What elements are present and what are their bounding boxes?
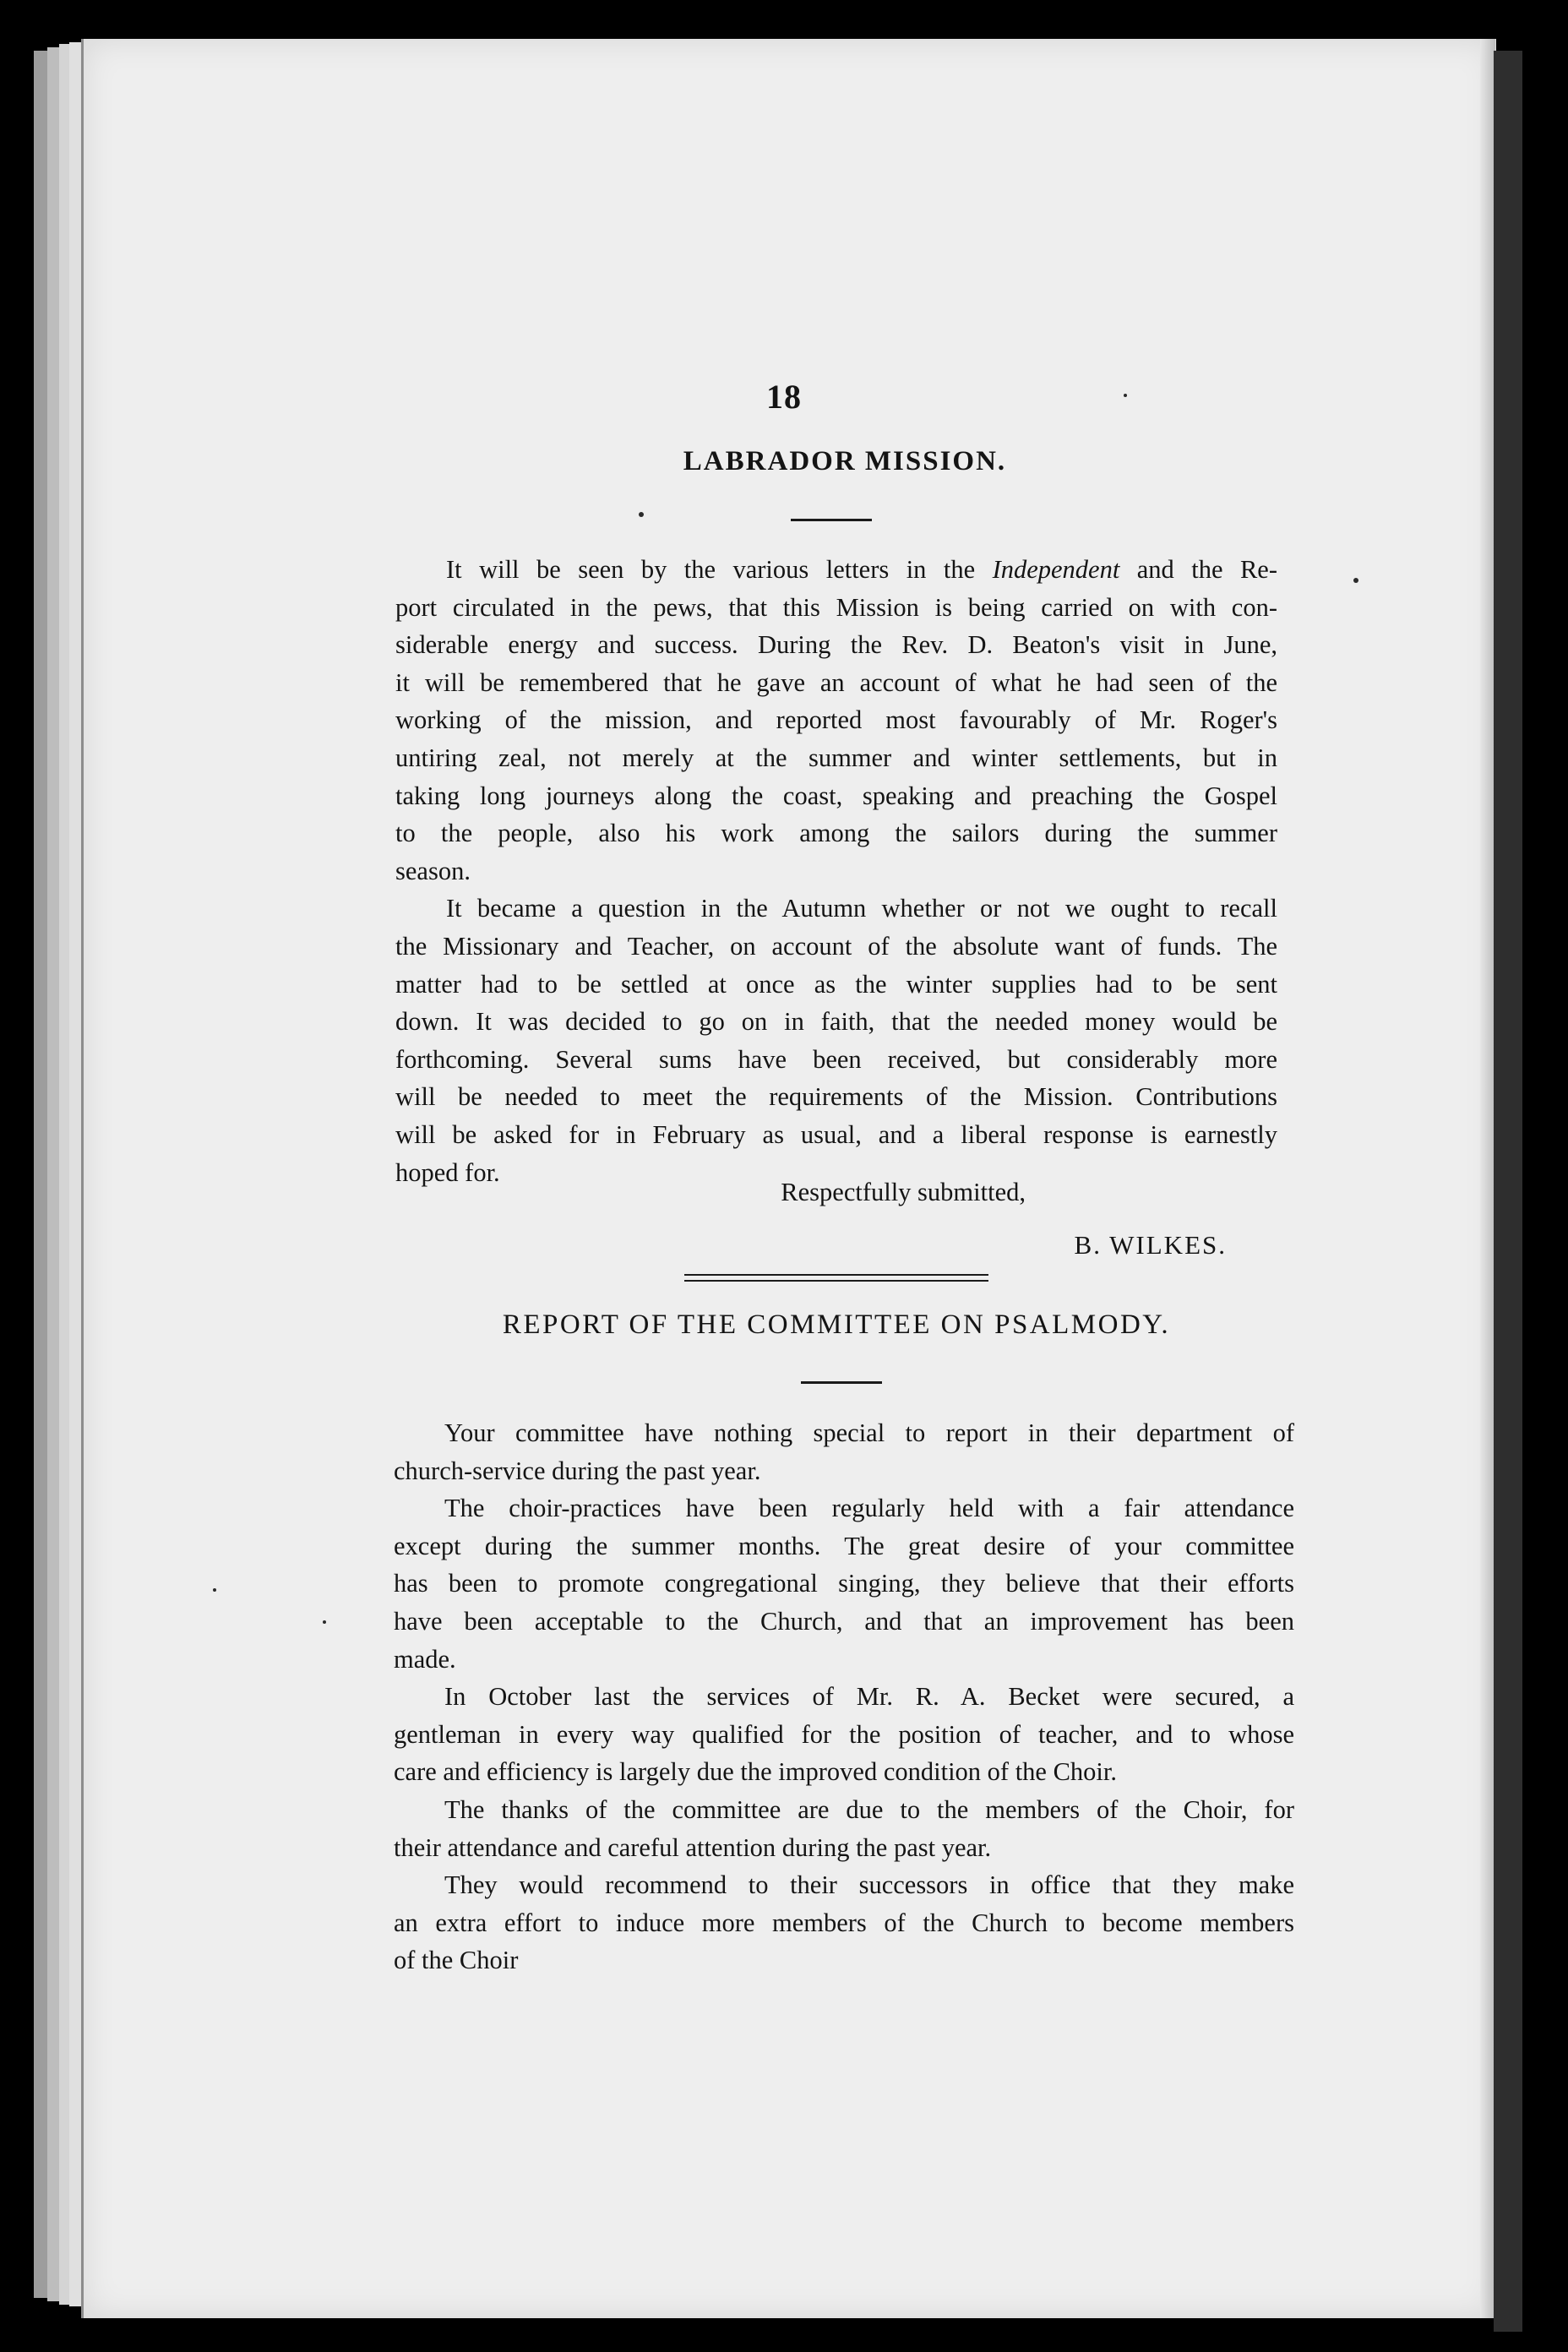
section-heading-psalmody: REPORT OF THE COMMITTEE ON PSALMODY. [502,1309,1171,1340]
ink-speck [1124,394,1127,397]
labrador-body [395,551,1277,1191]
text-line: it will be remembered that he gave an account of what he had seen of the [395,667,1277,697]
text-line: hoped for. [395,1157,500,1187]
paragraph [394,1791,1294,1866]
text-line: made. [394,1644,456,1674]
paragraph [394,1414,1294,1489]
closing-line: Respectfully submitted, [781,1178,1026,1206]
text-line: down. It was decided to go on in faith, that the needed money would be [395,1007,1277,1037]
paragraph [394,1866,1294,1979]
text-line: working of the mission, and reported most favourably of Mr. Roger's [395,705,1277,735]
text-line: season. [395,856,471,885]
text-line: untiring zeal, not merely at the summer and winter settlements, but in [395,743,1277,772]
text-line: an extra effort to induce more members of the Church to become members [394,1908,1294,1937]
text-line: will be asked for in February as usual, and a liberal response is earnestly [395,1119,1277,1149]
text-line: Your committee have nothing special to report in their department of [444,1418,1294,1447]
text-line: They would recommend to their successors in office that they make [444,1870,1294,1900]
ink-speck [213,1588,216,1592]
psalmody-body [394,1414,1294,1979]
text-line: forthcoming. Several sums have been received, but considerably more [395,1044,1277,1074]
ink-speck [323,1620,326,1624]
ink-speck [639,512,644,517]
text-line: siderable energy and success. During the Rev. D. Beaton's visit in June, [395,630,1277,660]
text-line: have been acceptable to the Church, and that an improvement has been [394,1606,1294,1636]
text-line: of the Choir [394,1946,519,1975]
text-line: taking long journeys along the coast, speaking and preaching the Gospel [395,781,1277,810]
text-line: their attendance and careful attention during the past year. [394,1832,992,1862]
short-rule [791,519,872,521]
text-line: The choir-practices have been regularly held with a fair attendance [444,1494,1294,1523]
text-line: gentleman in every way qualified for the position of teacher, and to whose [394,1719,1294,1749]
paragraph [395,890,1277,1191]
text-line: It became a question in the Autumn whether or not we ought to recall [446,894,1277,923]
text-line: The thanks of the committee are due to the members of the Choir, for [444,1794,1294,1824]
text-line: In October last the services of Mr. R. A. Becket were secured, a [444,1682,1294,1712]
text-line: care and efficiency is largely due the improved condition of the Choir. [394,1757,1117,1787]
paragraph [395,551,1277,890]
signature: B. WILKES. [1074,1230,1227,1260]
ink-speck [1353,578,1358,583]
text-line: matter had to be settled at once as the winter supplies had to be sent [395,969,1277,999]
text-line: except during the summer months. The great desire of your committee [394,1531,1294,1560]
text-line: to the people, also his work among the sailors during the summer [395,819,1277,848]
paragraph [394,1489,1294,1678]
text-line: will be needed to meet the requirements of the Mission. Contributions [395,1082,1277,1112]
short-rule [801,1381,882,1384]
double-rule-divider [684,1274,988,1282]
text-line: has been to promote congregational singing, they believe that their efforts [394,1569,1294,1598]
text-line: port circulated in the pews, that this Mission is being carried on with con- [395,592,1277,622]
section-heading-labrador: LABRADOR MISSION. [683,446,1007,476]
text-line: It will be seen by the various letters in the Independent and the Re- [446,555,1277,584]
text-line: church-service during the past year. [394,1456,761,1485]
paragraph [394,1678,1294,1791]
text-line: the Missionary and Teacher, on account of the absolute want of funds. The [395,931,1277,961]
page-number: 18 [766,378,802,416]
